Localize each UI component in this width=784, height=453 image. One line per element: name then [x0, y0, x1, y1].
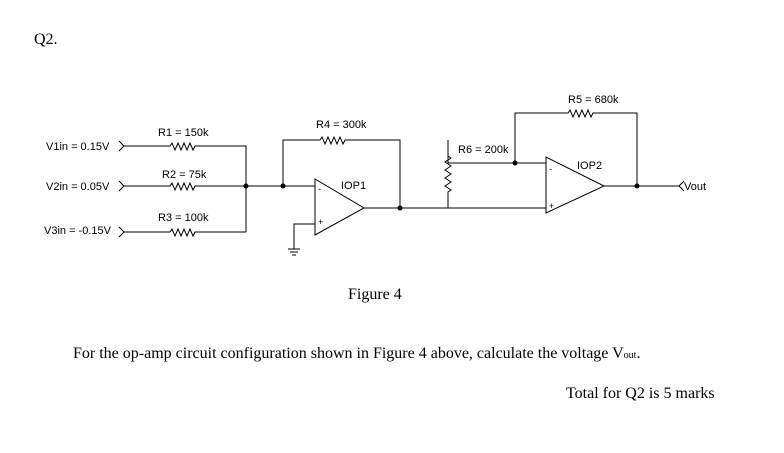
- input-port-v3: [44, 225, 124, 237]
- junction-node: [635, 184, 640, 189]
- resistor-r5-label: R5 = 680k: [568, 94, 619, 106]
- input-label-v3: V3in = -0.15V: [44, 225, 111, 237]
- marks-text: Total for Q2 is 5 marks: [566, 385, 715, 402]
- opamp-iop1-label: IOP1: [341, 180, 367, 192]
- input-label-v1: V1in = 0.15V: [46, 141, 110, 153]
- resistor-r1-label: R1 = 150k: [158, 127, 209, 139]
- opamp-iop2-plus: +: [549, 201, 555, 211]
- junction-node: [244, 184, 249, 189]
- resistor-r6: [445, 140, 509, 208]
- junction-node: [398, 206, 403, 211]
- question-text: [73, 345, 640, 363]
- resistor-r4: [281, 119, 401, 208]
- output-port: [679, 181, 706, 193]
- input-arrow-v1: [119, 141, 124, 151]
- question-body: For the op-amp circuit configuration shown in Figure 4 above, calculate the voltage V: [73, 345, 624, 362]
- junction-node: [281, 184, 286, 189]
- opamp-iop1-minus: -: [318, 184, 321, 194]
- figure-caption: Figure 4: [348, 286, 402, 303]
- question-end: .: [636, 345, 641, 362]
- resistor-r2-label: R2 = 75k: [162, 169, 207, 181]
- input-arrow-v3: [119, 227, 124, 237]
- output-label: Vout: [684, 181, 707, 193]
- question-number: Q2.: [34, 31, 58, 48]
- opamp-iop1-plus: +: [318, 217, 324, 227]
- resistor-r6-label: R6 = 200k: [458, 144, 509, 156]
- opamp-iop2: [546, 157, 604, 213]
- resistor-r3-label: R3 = 100k: [158, 212, 209, 224]
- resistor-r2: [124, 169, 246, 190]
- input-port-v1: [46, 141, 124, 153]
- opamp-iop2-label: IOP2: [577, 160, 603, 172]
- opamp-iop2-minus: -: [549, 164, 552, 174]
- opamp-iop1: [315, 179, 366, 235]
- ground-iop1: [288, 224, 315, 255]
- question-subscript: out: [623, 350, 637, 361]
- junction-node: [513, 161, 518, 166]
- resistor-r4-label: R4 = 300k: [316, 119, 367, 131]
- input-port-v2: [46, 181, 124, 193]
- resistor-r3: [124, 212, 246, 236]
- iop2-inverting-wire: [448, 156, 546, 174]
- input-arrow-v2: [119, 181, 124, 191]
- input-label-v2: V2in = 0.05V: [46, 181, 110, 193]
